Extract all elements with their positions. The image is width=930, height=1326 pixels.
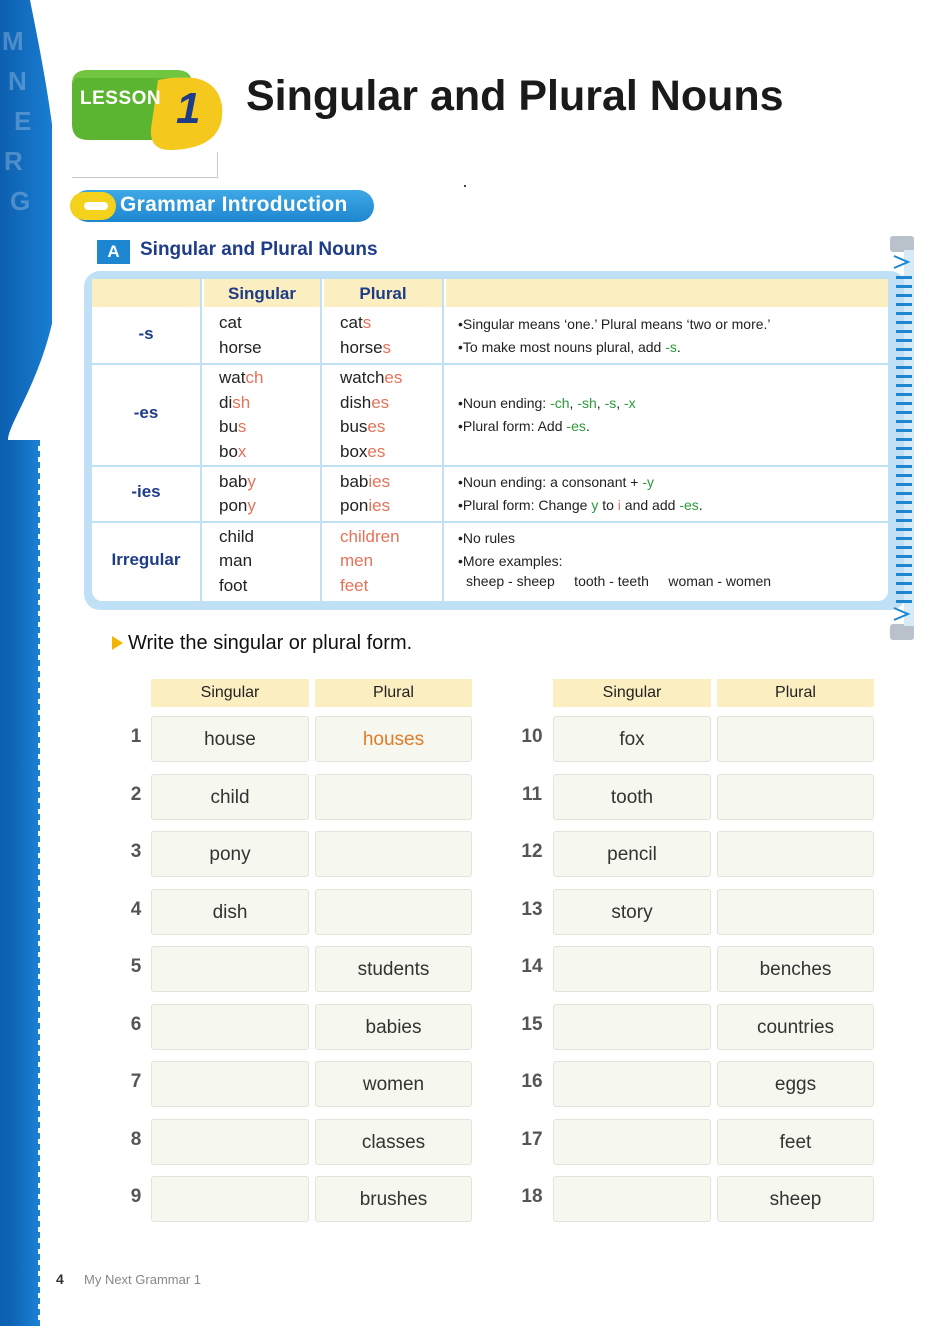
singular-word [219, 527, 254, 547]
plural-answer-box[interactable] [315, 774, 472, 820]
word-ending: s [382, 337, 392, 357]
plural-word [340, 417, 385, 437]
binder-spiral [888, 236, 916, 640]
table-header-plural: Plural [324, 279, 442, 307]
note-text: -s [604, 395, 617, 411]
exercise-number: 16 [521, 1071, 543, 1092]
plural-word [340, 442, 385, 462]
plural-answer-box[interactable] [717, 716, 874, 762]
row-label: -es [133, 403, 159, 422]
plural-word [340, 527, 400, 547]
singular-answer-box[interactable] [151, 1119, 309, 1165]
word-ending: children [340, 526, 400, 546]
rule-note [458, 474, 654, 490]
plural-answer-box: feet [717, 1119, 874, 1165]
row-label: -ies [131, 482, 161, 501]
note-text: Plural form: Change [462, 497, 592, 513]
exercise-number: 1 [130, 726, 142, 747]
plural-answer-box[interactable] [717, 774, 874, 820]
note-text: -s [665, 338, 677, 355]
bullet-icon: • [458, 418, 463, 434]
singular-answer-box[interactable] [553, 1119, 711, 1165]
plural-answer-box: benches [717, 946, 874, 992]
exercise-number: 7 [130, 1071, 142, 1092]
note-text: To make most nouns plural, add [462, 338, 666, 355]
exercise-number: 10 [521, 726, 543, 747]
word-stem: bu [219, 417, 238, 436]
plural-word [340, 576, 368, 596]
rule-note [458, 553, 563, 569]
singular-answer-box[interactable] [151, 1061, 309, 1107]
plural-answer-box: houses [315, 716, 472, 762]
exercise-header-singular-right: Singular [553, 679, 711, 707]
exercise-number: 3 [130, 841, 142, 862]
row-label: -s [138, 323, 154, 343]
table-column-divider [320, 279, 322, 601]
book-title: My Next Grammar 1 [84, 1272, 202, 1287]
bullet-icon: • [458, 530, 463, 546]
exercise-number: 14 [521, 956, 543, 977]
note-text: , [616, 395, 625, 411]
note-text: . [676, 338, 681, 355]
word-ending: men [340, 551, 374, 571]
bullet-icon: • [458, 315, 463, 332]
bullet-icon: • [458, 497, 463, 513]
word-stem: watch [340, 368, 385, 387]
exercise-header-plural-right: Plural [717, 679, 874, 707]
rule-note [458, 530, 515, 546]
word-stem: bab [219, 471, 248, 491]
word-ending: ies [368, 496, 391, 515]
exercise-number: 12 [521, 841, 543, 862]
plural-answer-box: classes [315, 1119, 472, 1165]
word-ending: y [247, 496, 256, 515]
exercise-number: 8 [130, 1128, 142, 1150]
word-ending: es [384, 368, 403, 387]
table-column-divider [442, 279, 444, 601]
note-text: More examples: [462, 553, 563, 569]
note-text: No rules [462, 530, 516, 546]
word-stem: box [340, 441, 368, 461]
word-stem: man [219, 551, 253, 571]
plural-word [340, 368, 402, 388]
plural-answer-box: countries [717, 1004, 874, 1050]
rule-note [458, 339, 681, 355]
exercise-header-singular-left: Singular [151, 679, 309, 707]
word-stem: di [219, 392, 233, 412]
plural-word [340, 313, 371, 333]
exercise-number: 5 [130, 956, 142, 977]
singular-word [219, 576, 247, 596]
exercise-number: 6 [130, 1013, 142, 1035]
table-row-divider [92, 521, 888, 523]
singular-answer-box[interactable] [553, 1176, 711, 1222]
svg-text:R: R [4, 146, 23, 176]
word-ending: ies [368, 471, 391, 491]
note-text: -es [566, 418, 586, 434]
note-text: , [569, 395, 578, 411]
note-text: Plural form: Add [462, 418, 567, 434]
more-examples: sheep - sheep tooth - teeth woman - women [466, 573, 772, 589]
note-text: . [698, 497, 703, 513]
plural-word [340, 472, 390, 492]
clip-icon-slot [84, 202, 108, 210]
word-stem: bo [219, 441, 238, 461]
note-text: -sh [577, 395, 597, 411]
singular-answer-box: house [151, 716, 309, 762]
exercise-number: 11 [521, 783, 543, 805]
bullet-icon: • [458, 338, 463, 355]
plural-answer-box: women [315, 1061, 472, 1107]
word-ending: sh [232, 392, 251, 412]
singular-word [219, 393, 250, 413]
singular-answer-box[interactable] [553, 1061, 711, 1107]
svg-text:G: G [10, 186, 31, 216]
plural-answer-box: babies [315, 1004, 472, 1050]
singular-answer-box[interactable] [151, 946, 309, 992]
table-header-notes [446, 279, 888, 307]
rule-note [458, 418, 590, 434]
word-stem: cat [219, 313, 242, 332]
table-header-blank [92, 279, 200, 307]
section-title: Singular and Plural Nouns [140, 239, 378, 260]
bullet-icon: • [458, 395, 463, 411]
note-text: i [617, 497, 621, 513]
exercise-instruction: Write the singular or plural form. [128, 632, 413, 654]
singular-answer-box[interactable] [151, 1176, 309, 1222]
singular-word [219, 417, 246, 437]
word-stem: child [219, 526, 254, 546]
plural-answer-box[interactable] [315, 889, 472, 935]
word-stem: bus [340, 417, 368, 436]
singular-answer-box: fox [553, 716, 711, 762]
exercise-number: 9 [130, 1186, 142, 1207]
note-text: -ch [550, 395, 570, 411]
word-stem: pon [340, 496, 369, 515]
plural-word [340, 338, 391, 358]
singular-word [219, 368, 263, 388]
note-text: -es [679, 497, 699, 513]
bullet-icon: • [458, 553, 463, 569]
table-column-divider [200, 279, 202, 601]
table-row-divider [92, 363, 888, 365]
stray-dot [464, 185, 466, 187]
note-text: y [591, 497, 599, 513]
word-ending: es [367, 441, 386, 461]
note-text: , [596, 395, 605, 411]
word-stem: horse [340, 337, 383, 357]
word-stem: pon [219, 496, 248, 515]
word-stem: foot [219, 575, 248, 595]
singular-word [219, 472, 256, 492]
word-ending: x [237, 441, 247, 461]
plural-answer-box: students [315, 946, 472, 992]
rule-note [458, 316, 771, 332]
rule-note [458, 395, 636, 411]
note-text: Noun ending: a consonant + [462, 474, 643, 490]
section-letter: A [97, 240, 130, 264]
singular-answer-box[interactable] [553, 1004, 711, 1050]
lesson-label: LESSON [80, 88, 162, 109]
word-stem: wat [219, 368, 246, 387]
page-title: Singular and Plural Nouns [246, 72, 784, 120]
singular-answer-box: tooth [553, 774, 711, 820]
note-text: -x [624, 395, 636, 411]
badge-underline [72, 152, 218, 178]
word-stem: dish [340, 392, 372, 412]
rule-note [458, 497, 703, 513]
word-ending: y [247, 471, 256, 491]
plural-answer-box: eggs [717, 1061, 874, 1107]
svg-text:M: M [2, 26, 24, 56]
note-text: -y [642, 474, 654, 490]
word-stem: cat [340, 313, 363, 332]
svg-text:E: E [14, 106, 32, 136]
singular-answer-box: pony [151, 831, 309, 877]
singular-answer-box: child [151, 774, 309, 820]
plural-answer-box[interactable] [717, 889, 874, 935]
word-ending: s [237, 417, 247, 436]
arrow-right-icon [112, 636, 123, 650]
singular-word [219, 338, 262, 358]
plural-word [340, 393, 389, 413]
left-zipper-band [0, 0, 52, 1326]
exercise-number: 2 [130, 783, 142, 805]
singular-answer-box[interactable] [151, 1004, 309, 1050]
singular-answer-box: pencil [553, 831, 711, 877]
exercise-number: 4 [130, 898, 142, 920]
plural-word [340, 551, 373, 571]
singular-answer-box: dish [151, 889, 309, 935]
singular-answer-box[interactable] [553, 946, 711, 992]
exercise-header-plural-left: Plural [315, 679, 472, 707]
exercise-number: 15 [521, 1013, 543, 1035]
word-ending: es [371, 392, 390, 412]
bullet-icon: • [458, 474, 463, 490]
note-text: and add [620, 497, 680, 513]
word-ending: feet [340, 575, 369, 595]
note-text: Singular means ‘one.’ Plural means ‘two or more.’ [462, 315, 771, 332]
note-text: Noun ending: [462, 395, 551, 411]
section-banner-label: Grammar Introduction [120, 193, 348, 216]
word-stem: horse [219, 337, 262, 357]
exercise-number: 13 [521, 898, 543, 920]
exercise-number: 17 [521, 1128, 543, 1150]
singular-word [219, 313, 242, 333]
word-stem: bab [340, 471, 369, 491]
word-ending: ch [245, 368, 264, 387]
plural-answer-box[interactable] [315, 831, 472, 877]
svg-text:N: N [8, 66, 27, 96]
row-label: Irregular [111, 549, 181, 569]
word-ending: s [362, 313, 372, 332]
table-row-divider [92, 465, 888, 467]
table-header-singular: Singular [204, 279, 320, 307]
page-number: 4 [56, 1271, 64, 1287]
word-ending: es [367, 417, 386, 436]
singular-word [219, 496, 256, 516]
plural-answer-box: sheep [717, 1176, 874, 1222]
singular-answer-box: story [553, 889, 711, 935]
lesson-number: 1 [176, 84, 201, 133]
plural-answer-box: brushes [315, 1176, 472, 1222]
exercise-number: 18 [521, 1186, 543, 1207]
plural-word [340, 496, 390, 516]
singular-word [219, 442, 246, 462]
note-text: . [585, 418, 590, 434]
note-text: to [598, 497, 618, 513]
singular-word [219, 551, 252, 571]
plural-answer-box[interactable] [717, 831, 874, 877]
